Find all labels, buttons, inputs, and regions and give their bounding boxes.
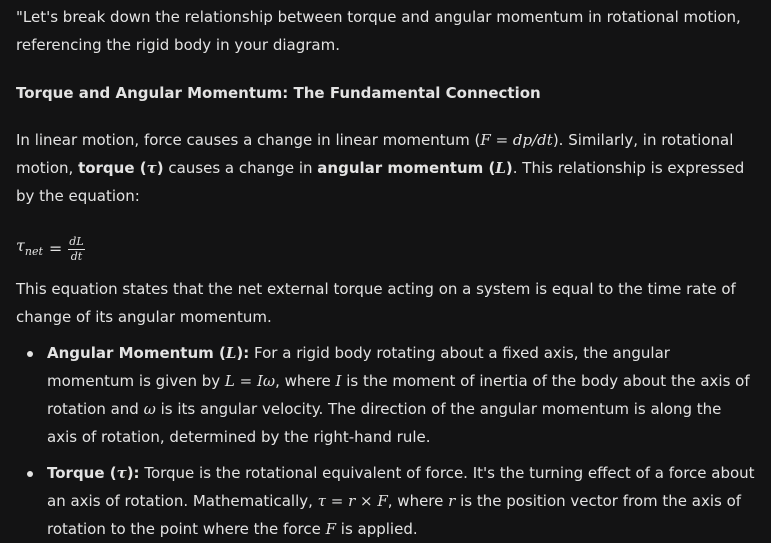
angular-momentum-term-close: ) bbox=[505, 159, 513, 177]
section-heading: Torque and Angular Momentum: The Fundamental Connection bbox=[16, 84, 541, 102]
angular-momentum-term-label: angular momentum ( bbox=[317, 159, 496, 177]
torque-title bbox=[47, 464, 140, 482]
torque-term-close: ) bbox=[156, 159, 164, 177]
para2-text-1: In linear motion, force causes a change in linear momentum ( bbox=[16, 131, 481, 149]
torque-term-label: torque ( bbox=[78, 159, 147, 177]
bullet-icon bbox=[27, 351, 33, 357]
torque-equation bbox=[16, 232, 756, 266]
force-symbol: F bbox=[325, 520, 337, 538]
bullet-icon bbox=[27, 471, 33, 477]
bullet2-title-close: ): bbox=[126, 464, 140, 482]
bullet2-text-1: Torque is the rotational equivalent of force. It's the turning effect of a force about an axis of rotation. Mathematically, bbox=[47, 464, 755, 510]
bullet1-title-label: Angular Momentum ( bbox=[47, 344, 226, 362]
torque-formula: τ = r × F bbox=[317, 492, 388, 510]
bullet1-title-close: ): bbox=[236, 344, 250, 362]
list-item-torque bbox=[16, 459, 756, 543]
fraction-denominator: dt bbox=[70, 249, 83, 263]
inertia-symbol: I bbox=[335, 372, 342, 390]
definitions-list bbox=[16, 339, 756, 543]
intro-paragraph bbox=[16, 3, 756, 59]
para2-text-2: ). Similarly, in rotational motion, bbox=[16, 131, 734, 177]
bullet2-title-label: Torque ( bbox=[47, 464, 117, 482]
linear-momentum-formula: F = dp/dt bbox=[480, 131, 553, 149]
para2-text-4: . This relationship is expressed by the equation: bbox=[16, 159, 745, 205]
bullet2-text-3: is the position vector from the axis of rotation to the point where the force bbox=[47, 492, 742, 538]
bullet1-text-4: is its angular velocity. The direction of the angular momentum is along the axis of rotation, determined by the right-hand rule. bbox=[47, 400, 722, 446]
bullet2-title-symbol: τ bbox=[116, 464, 127, 482]
bullet1-text-3: is the moment of inertia of the body about the axis of rotation and bbox=[47, 372, 750, 418]
linear-vs-rotational-paragraph bbox=[16, 126, 756, 210]
angular-momentum-symbol: L bbox=[495, 159, 506, 177]
equation-lhs-subscript: net bbox=[24, 245, 43, 259]
angular-momentum-title bbox=[47, 344, 249, 362]
equation-lhs bbox=[16, 232, 43, 266]
torque-term bbox=[78, 159, 164, 177]
equation-fraction bbox=[68, 236, 84, 263]
fraction-numerator: dL bbox=[69, 234, 84, 248]
intro-text: "Let's break down the relationship between torque and angular momentum in rotational motion, referencing the rigid body in your diagram. bbox=[16, 8, 741, 54]
bullet2-text-4: is applied. bbox=[336, 520, 418, 538]
torque-symbol: τ bbox=[146, 159, 157, 177]
para2-text-3: causes a change in bbox=[163, 159, 318, 177]
equation-explanation-paragraph: This equation states that the net external torque acting on a system is equal to the time rate of change of its angular momentum. bbox=[16, 280, 736, 326]
equation-lhs-symbol: τ bbox=[16, 235, 25, 255]
list-item-angular-momentum bbox=[16, 339, 756, 451]
angular-momentum-formula: L = Iω bbox=[224, 372, 276, 390]
bullet1-text-1: For a rigid body rotating about a fixed axis, the angular momentum is given by bbox=[47, 344, 670, 390]
position-vector-symbol: r bbox=[448, 492, 456, 510]
bullet2-text-2: , where bbox=[387, 492, 449, 510]
angular-momentum-term bbox=[317, 159, 512, 177]
equation-equals: = bbox=[48, 239, 63, 258]
response-content bbox=[16, 3, 756, 543]
bullet1-text-2: , where bbox=[275, 372, 336, 390]
bullet1-title-symbol: L bbox=[225, 344, 237, 362]
omega-symbol: ω bbox=[143, 400, 156, 418]
